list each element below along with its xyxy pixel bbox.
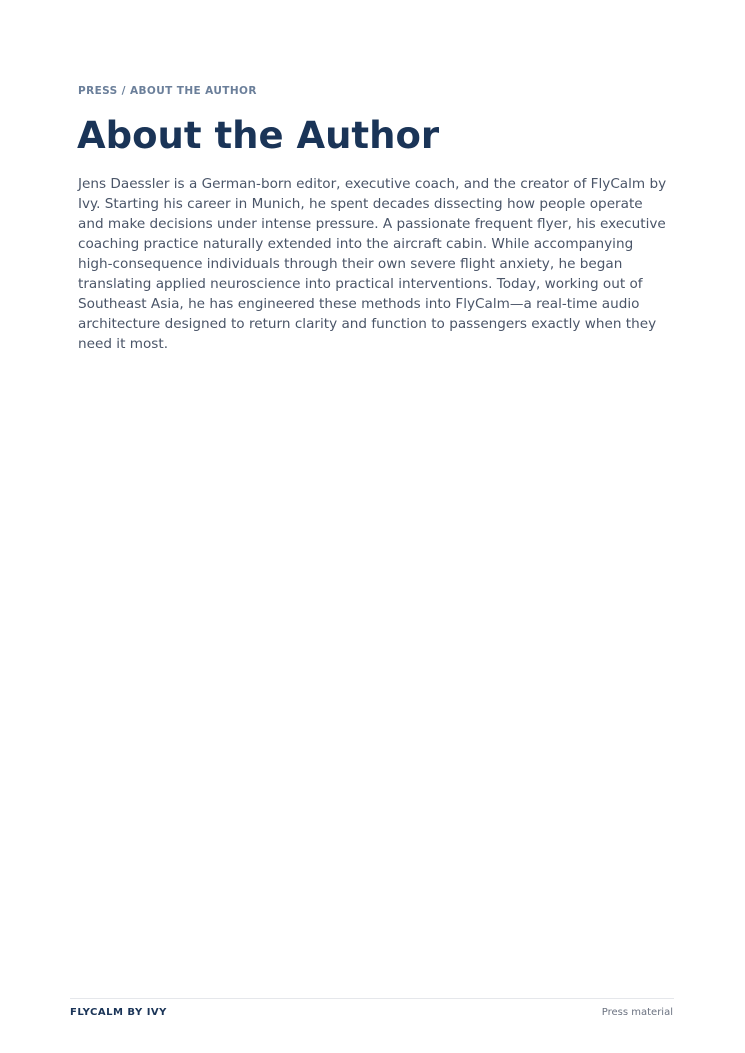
footer-brand: FLYCALM BY IVY	[70, 1007, 167, 1018]
footer-note: Press material	[601, 1007, 673, 1018]
footer-divider	[70, 998, 674, 999]
page-title: About the Author	[77, 114, 440, 157]
breadcrumb: PRESS / ABOUT THE AUTHOR	[78, 85, 257, 97]
author-bio: Jens Daessler is a German-born editor, executive coach, and the creator of FlyCalm by Ivy. Starting his career in Munich, he spent decades dissecting how people operate and make decisions under intense pressure. A passionate frequent flyer, his executive coaching practice naturally extended into the aircraft cabin. While accompanying high-consequence individuals through their own severe flight anxiety, he began translating applied neuroscience into practical interventions. Today, working out of Southeast Asia, he has engineered these methods into FlyCalm—a real-time audio architecture designed to return clarity and function to passengers exactly when they need it most.	[78, 176, 667, 352]
